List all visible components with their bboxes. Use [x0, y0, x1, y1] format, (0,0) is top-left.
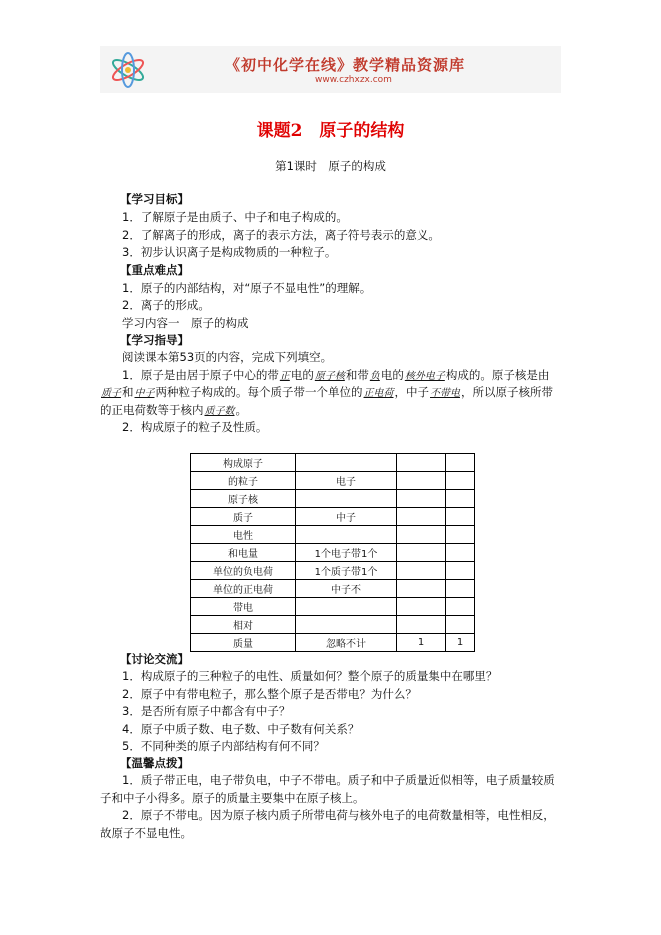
guide-item-2: 2．构成原子的粒子及性质。 — [122, 420, 268, 434]
table-cell — [397, 490, 446, 508]
table-cell — [296, 598, 397, 616]
banner-title: 《初中化学在线》教学精品资源库 — [225, 56, 466, 74]
table-cell — [397, 562, 446, 580]
text: ，所以原子核所带 — [461, 385, 553, 399]
table-cell — [397, 544, 446, 562]
table-row — [191, 544, 475, 562]
text: 构成的。原子核是由 — [445, 368, 550, 382]
table-cell — [446, 472, 475, 490]
table-row — [191, 526, 475, 544]
goal-item: 3．初步认识离子是构成物质的一种粒子。 — [122, 245, 337, 259]
table-cell: 原子核 — [191, 490, 296, 508]
tips-line: 1．质子带正电，电子带负电，中子不带电。质子和中子质量近似相等，电子质量较质 — [122, 773, 555, 787]
table-cell: 质量 — [191, 634, 296, 652]
table-row — [191, 616, 475, 634]
table-cell: 质子 — [191, 508, 296, 526]
keypoints-heading: 【重点难点】 — [120, 263, 189, 277]
table-cell: 1个质子带1个 — [296, 562, 397, 580]
atom-logo-icon — [108, 52, 148, 88]
table-cell — [446, 616, 475, 634]
discuss-heading: 【讨论交流】 — [120, 652, 189, 666]
table-cell: 相对 — [191, 616, 296, 634]
blank-answer: 负 — [369, 371, 380, 382]
table-cell — [397, 472, 446, 490]
text: 电的 — [290, 368, 314, 382]
header-banner — [100, 46, 561, 93]
table-cell: 的粒子 — [191, 472, 296, 490]
text: 电的 — [380, 368, 404, 382]
guide-intro: 阅读课本第53页的内容，完成下列填空。 — [122, 350, 333, 364]
table-cell: 电性 — [191, 526, 296, 544]
table-cell — [446, 562, 475, 580]
table-row — [191, 580, 475, 598]
table-cell — [397, 616, 446, 634]
table-cell — [296, 526, 397, 544]
goals-heading: 【学习目标】 — [120, 192, 189, 206]
text: 1．原子是由居于原子中心的带 — [122, 368, 279, 382]
table-cell — [446, 526, 475, 544]
blank-answer: 不带电 — [430, 388, 460, 399]
blank-answer: 质子 — [101, 388, 121, 399]
blank-answer: 原子核 — [314, 371, 345, 382]
table-row — [191, 472, 475, 490]
text: 和带 — [345, 368, 369, 382]
page-title: 课题2 原子的结构 — [256, 121, 405, 141]
text: 两种粒子构成的。每个质子带一个单位的 — [155, 385, 363, 399]
table-cell — [446, 598, 475, 616]
table-cell: 单位的正电荷 — [191, 580, 296, 598]
text: 和 — [122, 385, 134, 399]
table-row — [191, 634, 475, 652]
blank-answer: 质子数 — [204, 406, 235, 417]
page-subtitle: 第1课时 原子的构成 — [275, 159, 386, 173]
blank-answer: 核外电子 — [404, 371, 445, 382]
table-cell: 中子不 — [296, 580, 397, 598]
table-cell: 1个电子带1个 — [296, 544, 397, 562]
particle-table — [190, 453, 475, 652]
discuss-item: 1．构成原子的三种粒子的电性、质量如何？整个原子的质量集中在哪里？ — [122, 669, 498, 683]
table-cell: 忽略不计 — [296, 634, 397, 652]
guide-heading: 【学习指导】 — [120, 333, 189, 347]
keypoint-item: 2．离子的形成。 — [122, 298, 210, 312]
text: 的正电荷数等于核内 — [100, 403, 204, 417]
table-cell — [397, 580, 446, 598]
tips-heading: 【温馨点拨】 — [120, 756, 189, 770]
table-cell: 中子 — [296, 508, 397, 526]
table-cell — [397, 508, 446, 526]
table-cell — [296, 616, 397, 634]
table-cell — [446, 580, 475, 598]
discuss-item: 2．原子中有带电粒子，那么整个原子是否带电？为什么？ — [122, 687, 417, 701]
text: 。 — [235, 403, 247, 417]
table-row — [191, 508, 475, 526]
tips-line: 故原子不显电性。 — [100, 826, 192, 840]
discuss-item: 3．是否所有原子中都含有中子？ — [122, 704, 291, 718]
table-cell — [397, 454, 446, 472]
discuss-item: 5．不同种类的原子内部结构有何不同？ — [122, 739, 325, 753]
table-cell: 和电量 — [191, 544, 296, 562]
table-cell — [296, 490, 397, 508]
table-cell — [446, 544, 475, 562]
table-cell: 1 — [446, 634, 475, 652]
guide-paragraph-line — [122, 368, 549, 384]
table-cell — [446, 508, 475, 526]
table-cell — [446, 454, 475, 472]
text: ，中子 — [394, 385, 429, 399]
tips-line: 子和中子小得多。原子的质量主要集中在原子核上。 — [100, 791, 365, 805]
goal-item: 2．了解离子的形成，离子的表示方法，离子符号表示的意义。 — [122, 228, 440, 242]
table-row — [191, 454, 475, 472]
blank-answer: 正 — [279, 371, 290, 382]
goal-item: 1．了解原子是由质子、中子和电子构成的。 — [122, 210, 348, 224]
table-cell: 单位的负电荷 — [191, 562, 296, 580]
keypoint-item: 1．原子的内部结构，对“原子不显电性”的理解。 — [122, 281, 372, 295]
guide-paragraph-line — [100, 385, 553, 401]
tips-line: 2．原子不带电。因为原子核内质子所带电荷与核外电子的电荷数量相等，电性相反， — [122, 808, 555, 822]
blank-answer: 正电荷 — [363, 388, 394, 399]
banner-url: www.czhxzx.com — [315, 75, 392, 85]
table-cell: 构成原子 — [191, 454, 296, 472]
table-cell — [296, 454, 397, 472]
table-cell — [446, 490, 475, 508]
blank-answer: 中子 — [134, 388, 155, 399]
table-cell: 1 — [397, 634, 446, 652]
table-row — [191, 490, 475, 508]
table-cell: 电子 — [296, 472, 397, 490]
discuss-item: 4．原子中质子数、电子数、中子数有何关系？ — [122, 722, 360, 736]
table-cell — [397, 526, 446, 544]
section-heading: 学习内容一 原子的构成 — [122, 316, 249, 330]
table-row — [191, 562, 475, 580]
table-cell: 带电 — [191, 598, 296, 616]
guide-paragraph-line — [100, 403, 247, 419]
table-cell — [397, 598, 446, 616]
table-row — [191, 598, 475, 616]
